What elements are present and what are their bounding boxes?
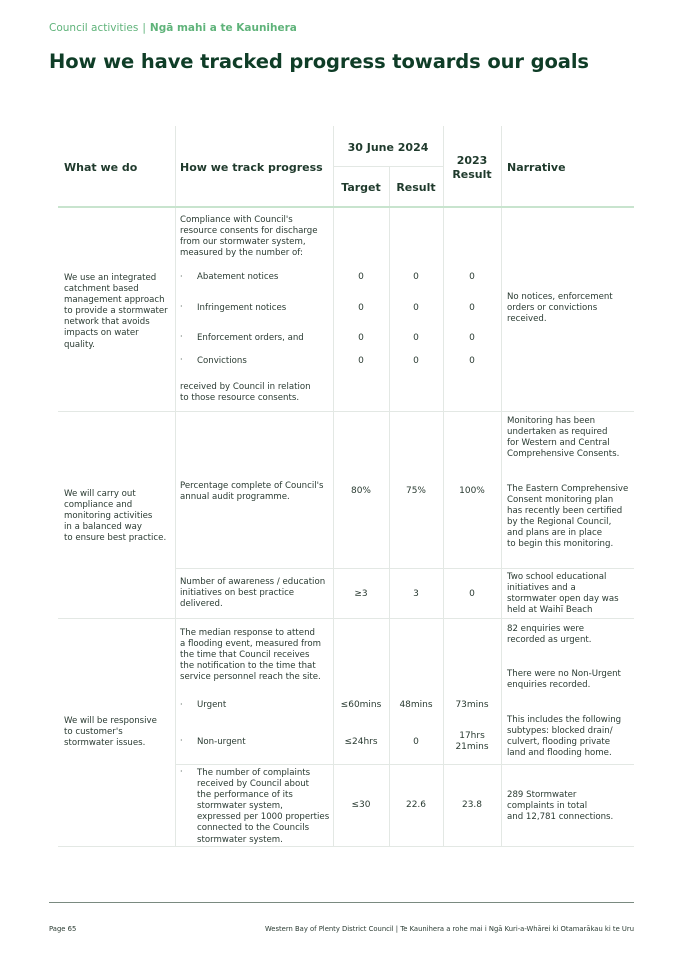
prev-result-value: 23.8 [461, 800, 483, 810]
text-line: Consent monitoring plan [507, 495, 614, 506]
row-divider [175, 568, 634, 569]
prev-result-value: 0 [469, 303, 475, 313]
text-line: connected to the Councils [197, 823, 310, 834]
prev-result-value [443, 731, 501, 753]
bullet-icon: · [180, 272, 183, 281]
text-line: Compliance with Council's [180, 215, 293, 225]
row3-narrative-complaints [507, 790, 613, 823]
target-value: 0 [358, 272, 364, 282]
text-line: orders or convictions [507, 303, 598, 314]
kicker-maori: Ngā mahi a te Kaunihera [149, 22, 297, 34]
text-line: The median response to attend [180, 628, 315, 638]
bullet-icon: · [180, 736, 183, 745]
result-value: 0 [413, 356, 419, 366]
header-target: Target [341, 181, 381, 194]
header-narrative: Narrative [507, 161, 566, 174]
target-value: 0 [358, 333, 364, 343]
row2a-narrative-monitoring [507, 416, 619, 460]
prev-result-value: 0 [469, 356, 475, 366]
text-line: 17hrs [459, 731, 485, 741]
text-line: 82 enquiries were [507, 624, 585, 634]
prev-result-value: 100% [459, 486, 485, 496]
text-line: to customer's [64, 727, 123, 738]
footer-organisation: Western Bay of Plenty District Council | Te Kaunihera a rohe mai i Ngā Kuri-a-Whārei ki Otamarākau ki te Uru [264, 925, 634, 933]
page-number: Page 65 [49, 925, 77, 933]
text-line: initiatives and a [507, 583, 576, 594]
header-what-we-do: What we do [64, 161, 138, 174]
text-line: Two school educational [507, 572, 607, 582]
target-value: 0 [358, 356, 364, 366]
text-line: the time that Council receives [180, 650, 310, 661]
text-line: and 12,781 connections. [507, 812, 614, 823]
target-value: ≥3 [354, 589, 368, 599]
row2a-narrative-eastern [507, 484, 628, 551]
text-line: undertaken as required [507, 427, 608, 438]
row2b-narrative [507, 572, 619, 616]
header-result: Result [396, 181, 436, 194]
footer-rule [49, 902, 634, 903]
text-line: Percentage complete of Council's [180, 481, 324, 491]
result-value: 22.6 [405, 800, 427, 810]
text-line: from our stormwater system, [180, 237, 306, 248]
bullet-icon: · [180, 332, 183, 341]
prev-result-value: 0 [469, 272, 475, 282]
text-line: and plans are in place [507, 528, 602, 539]
text-line: 289 Stormwater [507, 790, 577, 800]
row-divider [58, 411, 634, 412]
header-how-we-track: How we track progress [180, 161, 323, 174]
target-value: 80% [350, 486, 371, 496]
column-divider [501, 126, 502, 846]
text-line: quality. [64, 339, 95, 350]
text-line: initiatives on best practice [180, 588, 295, 599]
measure-infringement-notices: Infringement notices [197, 303, 287, 313]
bullet-icon: · [180, 700, 183, 709]
header-prev-year: 2023 [456, 154, 488, 167]
header-subdivider [333, 166, 443, 167]
text-line: measured by the number of: [180, 248, 303, 259]
target-value: ≤60mins [340, 700, 382, 710]
text-line: a flooding event, measured from [180, 639, 322, 650]
row3-complaints-measure [197, 768, 329, 846]
result-value: 75% [405, 486, 426, 496]
table-bottom-rule [58, 846, 634, 847]
row3-narrative-non-urgent [507, 669, 621, 691]
prev-result-value: 73mins [455, 700, 489, 710]
text-line: We will be responsive [64, 716, 157, 726]
text-line: annual audit programme. [180, 492, 290, 503]
text-line: to provide a stormwater [64, 306, 168, 317]
text-line: enquiries recorded. [507, 680, 591, 691]
kicker-english: Council activities [49, 22, 139, 34]
result-value: 0 [413, 333, 419, 343]
text-line: service personnel reach the site. [180, 672, 321, 683]
text-line: subtypes: blocked drain/ [507, 726, 613, 737]
row1-measure-outro [180, 382, 311, 404]
result-value: 48mins [399, 700, 433, 710]
text-line: network that avoids [64, 317, 150, 328]
row3-what-we-do [64, 716, 157, 749]
header-rule [58, 206, 634, 208]
text-line: management approach [64, 295, 165, 306]
text-line: received. [507, 314, 547, 325]
text-line: Number of awareness / education [180, 577, 326, 587]
text-line: the notification to the time that [180, 661, 316, 672]
text-line: has recently been certified [507, 506, 623, 517]
row-divider [175, 764, 634, 765]
header-period: 30 June 2024 [347, 141, 429, 154]
text-line: land and flooding home. [507, 748, 612, 759]
text-line: received by Council in relation [180, 382, 311, 392]
row-divider [58, 618, 634, 619]
text-line: for Western and Central [507, 438, 610, 449]
text-line: stormwater open day was [507, 594, 619, 605]
measure-urgent: Urgent [197, 700, 227, 710]
text-line: complaints in total [507, 801, 588, 812]
section-kicker [49, 22, 297, 34]
row1-what-we-do [64, 273, 168, 351]
prev-result-value: 0 [469, 589, 475, 599]
kicker-separator: | [142, 22, 146, 34]
column-divider [175, 126, 176, 846]
result-value: 0 [413, 737, 419, 747]
bullet-icon: · [180, 767, 183, 776]
text-line: expressed per 1000 properties [197, 812, 330, 823]
row1-measure-intro [180, 215, 318, 259]
bullet-icon: · [180, 302, 183, 311]
text-line: resource consents for discharge [180, 226, 318, 237]
text-line: in a balanced way [64, 522, 142, 533]
text-line: Comprehensive Consents. [507, 449, 620, 460]
page-title: How we have tracked progress towards our goals [49, 50, 589, 73]
text-line: compliance and [64, 500, 133, 511]
text-line: The Eastern Comprehensive [507, 484, 629, 494]
result-value: 0 [413, 272, 419, 282]
row2b-measure [180, 577, 325, 610]
text-line: impacts on water [64, 328, 139, 339]
text-line: We use an integrated [64, 273, 157, 283]
text-line: to those resource consents. [180, 393, 300, 404]
header-prev-label: Result [452, 168, 492, 181]
text-line: Monitoring has been [507, 416, 596, 426]
text-line: This includes the following [507, 715, 622, 725]
text-line: No notices, enforcement [507, 292, 613, 302]
text-line: We will carry out [64, 489, 136, 499]
row3-narrative-urgent [507, 624, 592, 646]
row3-measure-intro [180, 628, 321, 683]
row2a-measure [180, 481, 323, 503]
result-value: 0 [413, 303, 419, 313]
text-line: recorded as urgent. [507, 635, 592, 646]
row1-narrative [507, 292, 613, 325]
header-prev-result [443, 154, 501, 182]
text-line: There were no Non-Urgent [507, 669, 621, 679]
measure-non-urgent: Non-urgent [197, 737, 246, 747]
row2-what-we-do [64, 489, 166, 544]
text-line: held at Waihī Beach [507, 605, 593, 616]
measure-abatement-notices: Abatement notices [197, 272, 279, 282]
prev-result-value: 0 [469, 333, 475, 343]
target-value: ≤24hrs [344, 737, 378, 747]
text-line: to ensure best practice. [64, 533, 167, 544]
measure-convictions: Convictions [197, 356, 247, 366]
text-line: monitoring activities [64, 511, 153, 522]
text-line: stormwater system. [197, 834, 283, 845]
target-value: ≤30 [351, 800, 371, 810]
text-line: by the Regional Council, [507, 517, 612, 528]
measure-enforcement-orders: Enforcement orders, and [197, 333, 304, 343]
text-line: the performance of its [197, 790, 293, 801]
text-line: catchment based [64, 284, 139, 295]
row3-narrative-subtypes [507, 715, 621, 759]
text-line: to begin this monitoring. [507, 539, 614, 550]
text-line: delivered. [180, 599, 223, 610]
text-line: stormwater issues. [64, 738, 146, 749]
bullet-icon: · [180, 355, 183, 364]
text-line: received by Council about [197, 779, 310, 790]
text-line: culvert, flooding private [507, 737, 611, 748]
result-value: 3 [413, 589, 419, 599]
target-value: 0 [358, 303, 364, 313]
text-line: stormwater system, [197, 801, 283, 812]
text-line: The number of complaints [197, 768, 311, 778]
text-line: 21mins [455, 742, 489, 752]
